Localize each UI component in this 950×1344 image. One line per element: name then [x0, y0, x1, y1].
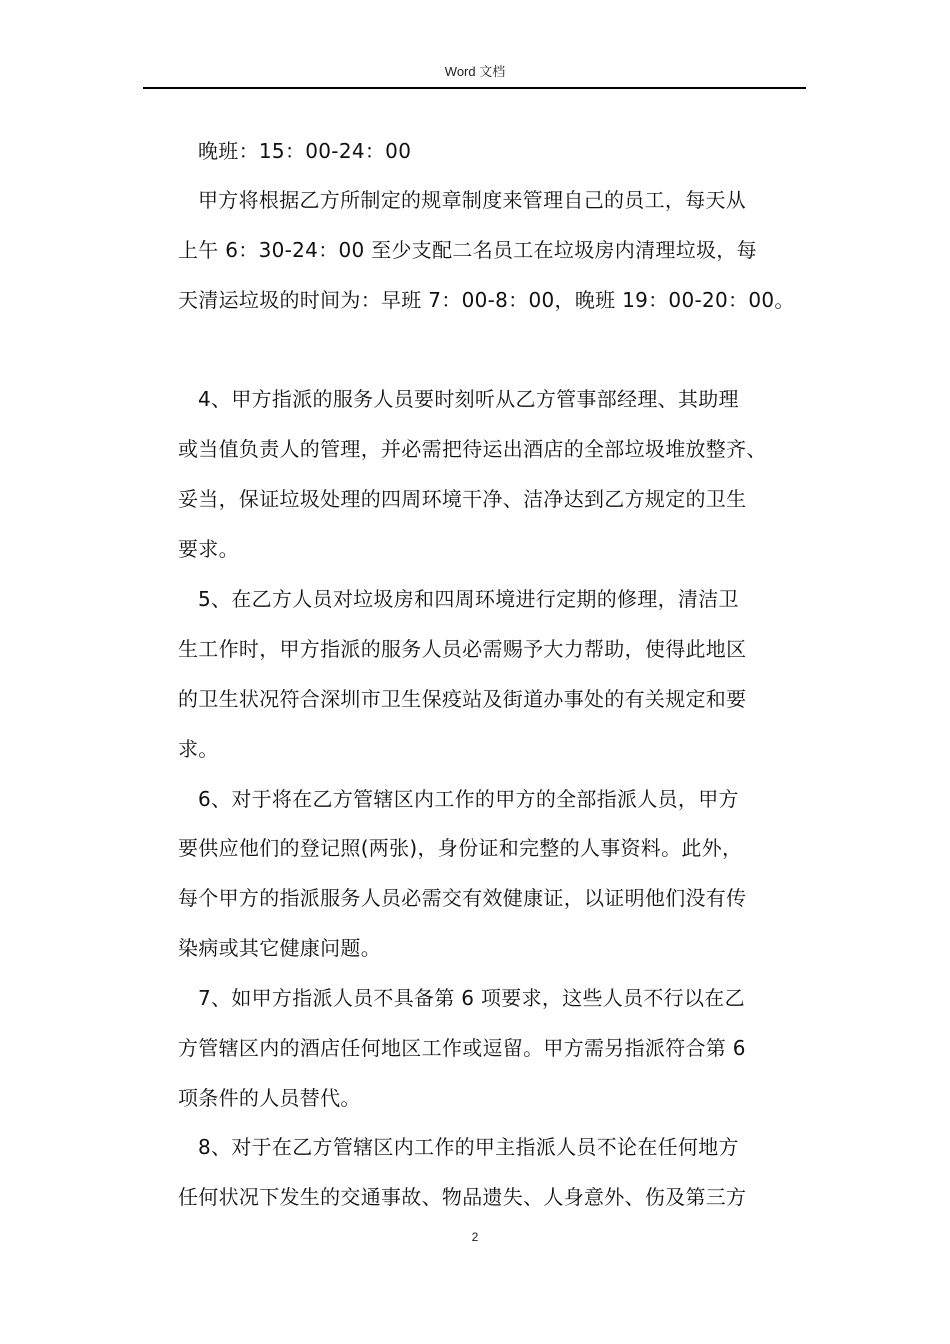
text-line: 7、如甲方指派人员不具备第 6 项要求，这些人员不行以在乙 — [198, 986, 745, 1010]
text-line: 4、甲方指派的服务人员要时刻听从乙方管事部经理、其助理 — [198, 387, 739, 411]
text-line: 妥当，保证垃圾处理的四周环境干净、洁净达到乙方规定的卫生 — [178, 487, 747, 511]
text-line: 每个甲方的指派服务人员必需交有效健康证，以证明他们没有传 — [178, 886, 747, 910]
text-line: 方管辖区内的酒店任何地区工作或逗留。甲方需另指派符合第 6 — [178, 1036, 746, 1060]
text-line: 项条件的人员替代。 — [178, 1086, 361, 1110]
text-line: 要求。 — [178, 537, 239, 561]
text-line: 求。 — [178, 737, 219, 761]
text-line: 上午 6：30-24：00 至少支配二名员工在垃圾房内清理垃圾，每 — [178, 238, 757, 262]
page-header: Word 文档 — [444, 64, 506, 79]
text-line: 或当值负责人的管理，并必需把待运出酒店的全部垃圾堆放整齐、 — [178, 437, 767, 461]
text-line: 任何状况下发生的交通事故、物品遗失、人身意外、伤及第三方 — [178, 1185, 747, 1209]
text-line: 晚班：15：00-24：00 — [198, 139, 412, 163]
text-line: 的卫生状况符合深圳市卫生保疫站及街道办事处的有关规定和要 — [178, 687, 747, 711]
text-line: 天清运垃圾的时间为：早班 7：00-8：00，晚班 19：00-20：00。 — [178, 288, 795, 312]
text-line: 甲方将根据乙方所制定的规章制度来管理自己的员工，每天从 — [198, 188, 747, 212]
header-rule — [143, 87, 806, 89]
text-line: 要供应他们的登记照(两张)，身份证和完整的人事资料。此外， — [178, 836, 743, 860]
text-line: 染病或其它健康问题。 — [178, 936, 381, 960]
page-number: 2 — [471, 1230, 479, 1244]
text-line: 生工作时，甲方指派的服务人员必需赐予大力帮助，使得此地区 — [178, 637, 747, 661]
text-line: 5、在乙方人员对垃圾房和四周环境进行定期的修理，清洁卫 — [198, 587, 739, 611]
text-line: 6、对于将在乙方管辖区内工作的甲方的全部指派人员，甲方 — [198, 787, 739, 811]
text-line: 8、对于在乙方管辖区内工作的甲主指派人员不论在任何地方 — [198, 1135, 739, 1159]
